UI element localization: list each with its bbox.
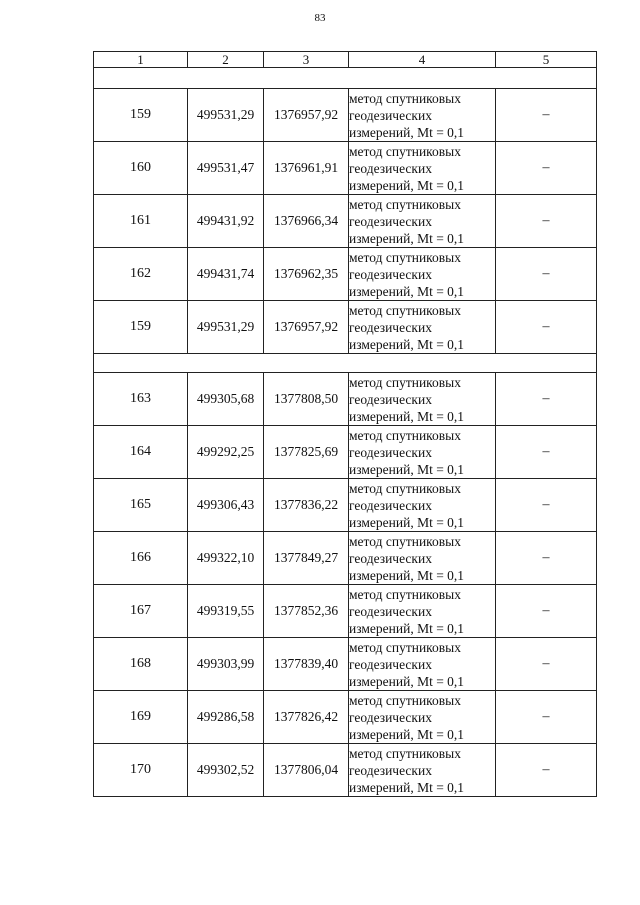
method-text-line: геодезических [349,391,432,407]
coordinate-y-cell: 1377836,22 [264,479,349,532]
method-text-line: метод спутниковых [349,480,461,496]
method-text-line: метод спутниковых [349,533,461,549]
method-cell [349,373,496,426]
section-separator-cell [94,354,597,373]
table-row [94,532,597,585]
table-row [94,638,597,691]
note-cell: – [496,532,597,585]
point-number-cell: 165 [94,479,188,532]
method-text-line: метод спутниковых [349,692,461,708]
coordinate-x-cell: 499286,58 [188,691,264,744]
method-text-line: метод спутниковых [349,374,461,390]
coordinate-x-cell: 499531,29 [188,89,264,142]
table-row [94,744,597,797]
coordinate-x-cell: 499431,92 [188,195,264,248]
method-text-line: измерений, Mt = 0,1 [349,408,465,424]
note-cell: – [496,585,597,638]
point-number-cell: 162 [94,248,188,301]
method-text-line: измерений, Mt = 0,1 [349,461,465,477]
table-row [94,585,597,638]
method-text-line: измерений, Mt = 0,1 [349,673,465,689]
coordinate-y-cell: 1376961,91 [264,142,349,195]
coordinate-y-cell: 1377806,04 [264,744,349,797]
method-text-line: геодезических [349,266,432,282]
table-row [94,691,597,744]
method-cell [349,585,496,638]
method-text-line: измерений, Mt = 0,1 [349,336,465,352]
method-text-line: измерений, Mt = 0,1 [349,230,465,246]
note-cell: – [496,479,597,532]
note-cell: – [496,744,597,797]
header-cell-3: 3 [264,52,349,68]
method-text-line: измерений, Mt = 0,1 [349,779,465,795]
method-text-line: геодезических [349,603,432,619]
header-cell-1: 1 [94,52,188,68]
method-text-line: метод спутниковых [349,249,461,265]
point-number-cell: 167 [94,585,188,638]
method-text-line: метод спутниковых [349,302,461,318]
method-text-line: геодезических [349,444,432,460]
method-text-line: измерений, Mt = 0,1 [349,177,465,193]
table-row [94,301,597,354]
table-row [94,248,597,301]
point-number-cell: 168 [94,638,188,691]
method-text-line: измерений, Mt = 0,1 [349,567,465,583]
table-row [94,142,597,195]
coordinate-y-cell: 1377839,40 [264,638,349,691]
header-cell-4: 4 [349,52,496,68]
method-text-line: геодезических [349,497,432,513]
method-text-line: геодезических [349,319,432,335]
coordinate-x-cell: 499303,99 [188,638,264,691]
header-cell-2: 2 [188,52,264,68]
note-cell: – [496,638,597,691]
note-cell: – [496,373,597,426]
table-row [94,373,597,426]
section-separator-row [94,68,597,89]
method-cell [349,532,496,585]
method-cell [349,301,496,354]
method-cell [349,195,496,248]
method-cell [349,691,496,744]
coordinate-x-cell: 499292,25 [188,426,264,479]
header-row [94,52,597,68]
method-text-line: метод спутниковых [349,586,461,602]
method-cell [349,744,496,797]
coordinate-y-cell: 1377826,42 [264,691,349,744]
method-cell [349,426,496,479]
method-cell [349,248,496,301]
note-cell: – [496,248,597,301]
method-text-line: измерений, Mt = 0,1 [349,124,465,140]
point-number-cell: 159 [94,301,188,354]
coordinate-x-cell: 499431,74 [188,248,264,301]
page-number: 83 [314,12,326,24]
coordinate-x-cell: 499306,43 [188,479,264,532]
section-separator-cell [94,68,597,89]
coordinate-x-cell: 499531,47 [188,142,264,195]
note-cell: – [496,89,597,142]
method-cell [349,638,496,691]
table-row [94,479,597,532]
method-text-line: метод спутниковых [349,639,461,655]
point-number-cell: 160 [94,142,188,195]
header-cell-5: 5 [496,52,597,68]
coordinate-y-cell: 1376957,92 [264,89,349,142]
point-number-cell: 159 [94,89,188,142]
table-row [94,426,597,479]
point-number-cell: 164 [94,426,188,479]
point-number-cell: 163 [94,373,188,426]
note-cell: – [496,195,597,248]
note-cell: – [496,142,597,195]
point-number-cell: 166 [94,532,188,585]
method-cell [349,142,496,195]
method-text-line: измерений, Mt = 0,1 [349,726,465,742]
coordinate-y-cell: 1376962,35 [264,248,349,301]
method-text-line: измерений, Mt = 0,1 [349,283,465,299]
coordinate-y-cell: 1376966,34 [264,195,349,248]
section-separator-row [94,354,597,373]
note-cell: – [496,691,597,744]
coordinate-y-cell: 1377825,69 [264,426,349,479]
coordinate-x-cell: 499302,52 [188,744,264,797]
point-number-cell: 169 [94,691,188,744]
table-row [94,89,597,142]
point-number-cell: 161 [94,195,188,248]
method-text-line: измерений, Mt = 0,1 [349,514,465,530]
coordinates-table [93,51,597,797]
method-text-line: геодезических [349,550,432,566]
method-text-line: метод спутниковых [349,745,461,761]
method-text-line: геодезических [349,762,432,778]
coordinate-y-cell: 1377808,50 [264,373,349,426]
coordinate-x-cell: 499531,29 [188,301,264,354]
method-cell [349,89,496,142]
method-text-line: метод спутниковых [349,143,461,159]
coordinate-y-cell: 1376957,92 [264,301,349,354]
method-cell [349,479,496,532]
method-text-line: геодезических [349,107,432,123]
coordinate-y-cell: 1377849,27 [264,532,349,585]
method-text-line: метод спутниковых [349,196,461,212]
note-cell: – [496,301,597,354]
method-text-line: геодезических [349,656,432,672]
note-cell: – [496,426,597,479]
method-text-line: метод спутниковых [349,427,461,443]
method-text-line: геодезических [349,709,432,725]
coordinate-y-cell: 1377852,36 [264,585,349,638]
method-text-line: геодезических [349,213,432,229]
point-number-cell: 170 [94,744,188,797]
table-row [94,195,597,248]
method-text-line: измерений, Mt = 0,1 [349,620,465,636]
method-text-line: метод спутниковых [349,90,461,106]
coordinate-x-cell: 499305,68 [188,373,264,426]
coordinate-x-cell: 499319,55 [188,585,264,638]
method-text-line: геодезических [349,160,432,176]
coordinate-x-cell: 499322,10 [188,532,264,585]
